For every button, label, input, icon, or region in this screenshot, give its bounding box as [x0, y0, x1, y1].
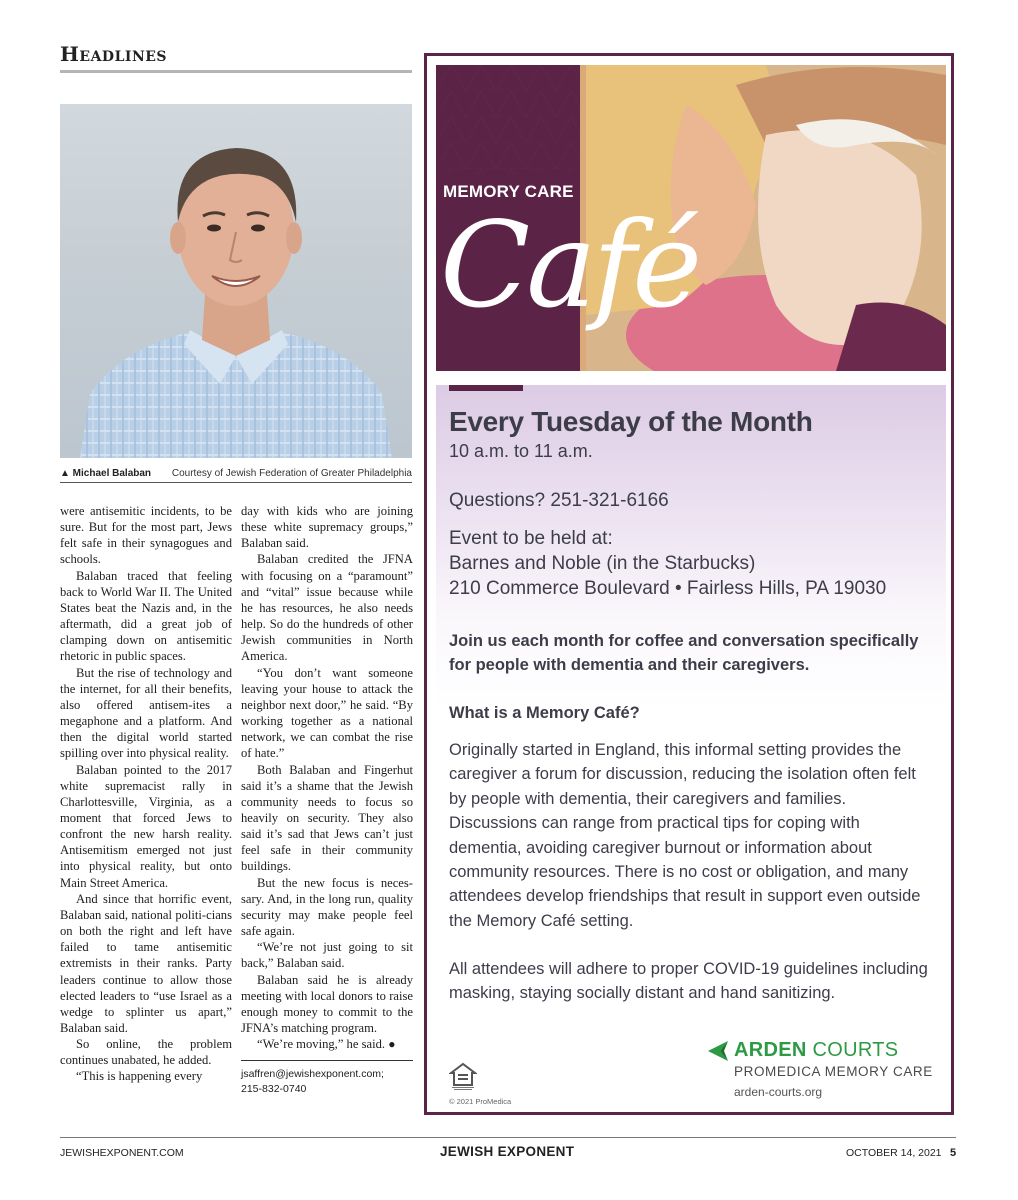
ad-hero-script: Café	[440, 196, 699, 334]
ad-event-location	[449, 526, 886, 601]
paragraph: And since that horrific event, Balaban said, national politi-cians on both the right and left have failed to tame antisemitic extremists in their ranks. Party leaders continue to allow those elected leaders to “use Israel as a wedge to splinter us apart,” Balaban said.	[60, 891, 232, 1035]
ad-questions-phone: Questions? 251-321-6166	[449, 490, 669, 511]
portrait-photo	[60, 104, 412, 458]
paragraph: “This is happening every	[76, 1069, 203, 1084]
paragraph: were antisemitic incidents, to be sure. But for the most part, Jews felt safe in their synagogues and schools.	[60, 504, 232, 567]
ad-what-heading: What is a Memory Café?	[449, 704, 640, 722]
author-phone: 215-832-0740	[241, 1083, 307, 1096]
ad-what-body: Originally started in England, this informal setting provides the caregiver a forum for discussion, reducing the isolation often felt by people with dementia, their caregivers and families. Discussions can range from practical tips for coping with dementia, avoiding caregiver burnout or information about community resources. There is no cost or obligation, and many attendees develop friendships that result in support even outside the Memory Café setting.	[449, 741, 921, 930]
section-divider	[60, 70, 412, 73]
article-column-2	[241, 503, 413, 1097]
arden-courts-arrow-icon	[706, 1039, 730, 1063]
ad-time: 10 a.m. to 11 a.m.	[449, 441, 593, 461]
paragraph-last	[241, 1036, 413, 1052]
footer-divider	[60, 1137, 956, 1138]
section-title: Headlines	[60, 42, 168, 66]
paragraph: “We’re not just going to sit back,” Balaban said.	[241, 940, 413, 971]
logo-url[interactable]: arden-courts.org	[734, 1085, 823, 1099]
paragraph: day with kids who are joining these white supremacy groups,” Balaban said.	[241, 504, 413, 551]
ad-covid-notice: All attendees will adhere to proper COVID-19 guidelines including masking, staying socially distant and hand sanitizing.	[449, 960, 928, 1003]
author-contact	[241, 1060, 413, 1097]
paragraph: Balaban pointed to the 2017 white supremacist rally in Charlottesville, Virginia, as a moment that forced Jews to confront the new harsh reality. Antisemitism emerged not just into physical reality, but onto Main Street America.	[60, 762, 232, 890]
page-number: 5	[950, 1147, 957, 1159]
paragraph: Balaban traced that feeling back to World War II. The United States beat the Nazis and, in the aftermath, did a great job of clamping down on antisemitic rhetoric in public spaces.	[60, 568, 232, 664]
photo-caption	[60, 466, 412, 483]
last-paragraph-text: “We’re moving,” he said.	[257, 1037, 386, 1052]
article-column-1	[60, 503, 232, 1085]
paragraph: Balaban said he is already meeting with local donors to raise enough money to commit to the JFNA’s matching program.	[241, 972, 413, 1035]
paragraph: “You don’t want someone leaving your house to attack the neighbor next door,” he said. “By working together as a national network, we can combat the rise of hate.”	[241, 665, 413, 761]
arden-courts-logo[interactable]	[706, 1038, 946, 1108]
caption-credit: Courtesy of Jewish Federation of Greater Philadelphia	[171, 468, 412, 479]
paragraph: Balaban credited the JFNA with focusing on a “paramount” and “vital” issue because while he has resources, he also needs help. So do the hundreds of other Jewish communities in North America.	[241, 552, 413, 664]
paragraph: So online, the problem continues unabated, he added.	[60, 1037, 232, 1068]
ad-venue: Barnes and Noble (in the Starbucks)	[449, 553, 756, 574]
logo-name-light: COURTS	[812, 1039, 899, 1061]
ad-hero-label: MEMORY CARE	[443, 182, 574, 201]
end-mark: ●	[388, 1037, 396, 1052]
ad-join-text: Join us each month for coffee and conversation specifically for people with dementia and their caregivers.	[449, 632, 919, 674]
ad-event-label: Event to be held at:	[449, 528, 613, 549]
footer-site[interactable]: JEWISHEXPONENT.COM	[60, 1147, 184, 1159]
paragraph: But the rise of technology and the internet, for all their benefits, also offered antisem-ites a megaphone and a platform. And then the digital world started spilling over into physical reality.	[60, 665, 232, 761]
logo-name	[734, 1039, 898, 1062]
equal-housing-icon	[449, 1061, 477, 1091]
logo-name-bold: ARDEN	[734, 1039, 807, 1061]
logo-subtitle: PROMEDICA MEMORY CARE	[734, 1064, 933, 1079]
ad-address: 210 Commerce Boulevard • Fairless Hills, PA 19030	[449, 578, 887, 599]
ad-accent-bar	[449, 385, 523, 391]
ad-copyright: © 2021 ProMedica	[449, 1097, 512, 1106]
ad-title: Every Tuesday of the Month	[449, 406, 813, 437]
paragraph: Both Balaban and Fingerhut said it’s a shame that the Jewish community needs to focus so heavily on security. They also said it’s sad that Jews can’t just feel safe in their community buildings.	[241, 762, 413, 874]
author-email[interactable]: jsaffren@jewishexponent.com;	[241, 1068, 384, 1081]
paragraph: But the new focus is neces-sary. And, in the long run, quality security may make people feel safe again.	[241, 875, 413, 939]
footer-paper-name: JEWISH EXPONENT	[440, 1144, 575, 1159]
footer-date: OCTOBER 14, 2021	[846, 1147, 942, 1159]
caption-name: ▲ Michael Balaban	[60, 468, 152, 479]
